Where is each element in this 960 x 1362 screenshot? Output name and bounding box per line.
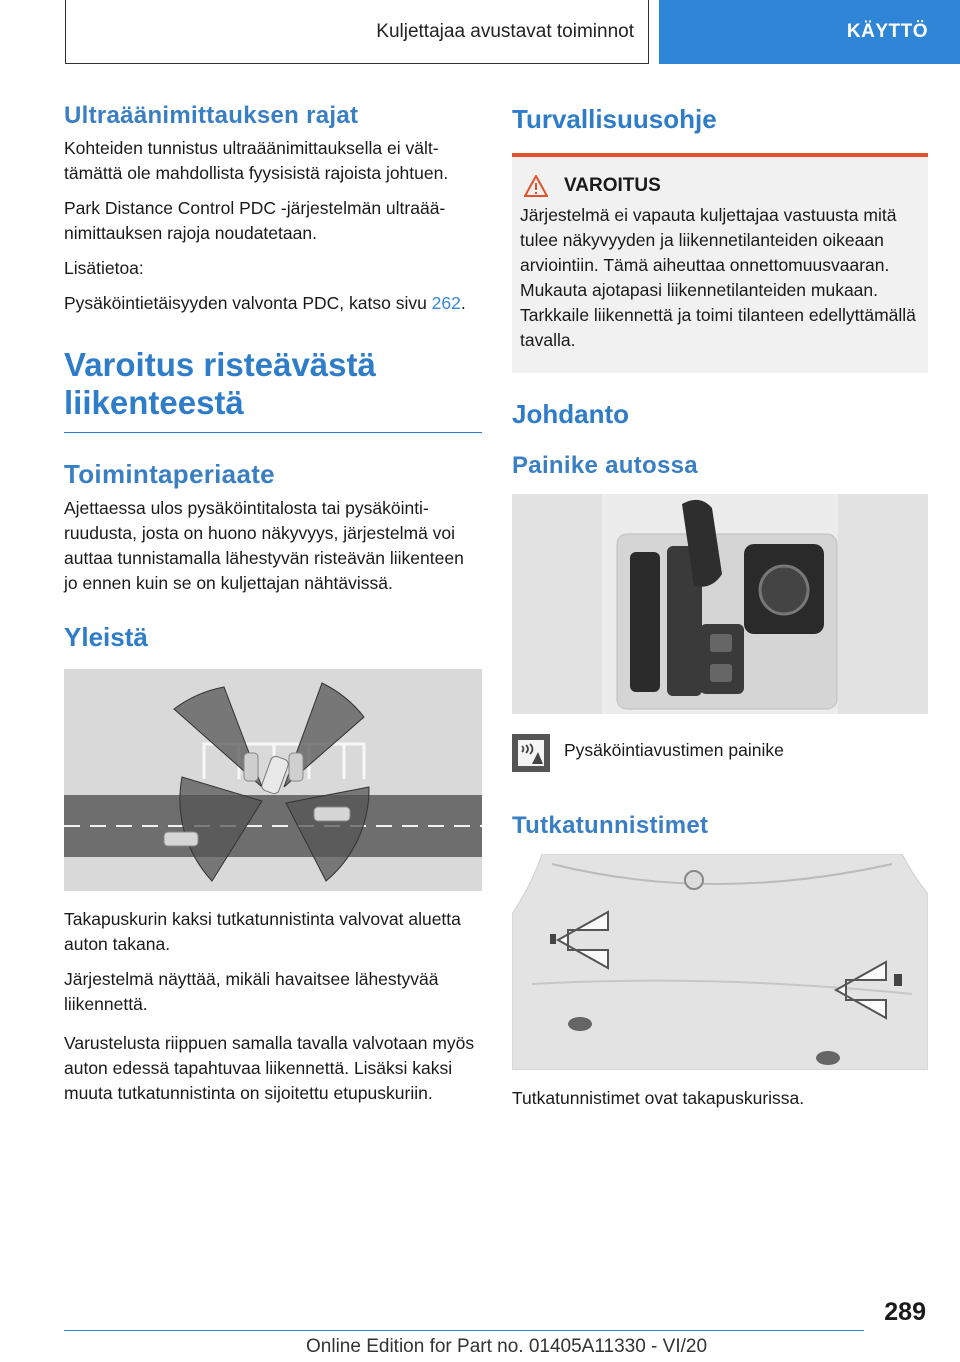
warning-box [512,153,928,373]
warning-text: Järjestelmä ei vapauta kuljettajaa vastuusta mitä tulee näkyvyyden ja liikennetilanteiden oikeaan arviointiin. Tämä aiheuttaa onnettomuusvaaran. Mukauta ajotapasi liikennetilanteiden mukaan. Tarkkaile liikennettä ja toimi tilanteen edellyttämällä tavalla. [520,205,916,350]
general-paragraph-2: Järjestelmä näyttää, mikäli havaitsee lähestyvää liikennettä. [64,969,439,1014]
rear-bumper-illustration [512,854,928,1070]
ultrasound-paragraph-4 [64,291,482,316]
button-caption: Pysäköintiavustimen painike [564,740,784,760]
header-section-tab [65,0,649,64]
sensors-caption: Tutkatunnistimet ovat takapuskurissa. [512,1088,805,1108]
header-chapter-tab [659,0,960,64]
warning-title-row [520,175,918,197]
heading-rule [64,432,482,433]
parking-assist-button-icon [512,734,550,772]
center-console-illustration [512,494,928,714]
header-chapter-title: KÄYTTÖ [846,21,928,42]
warning-title: VAROITUS [564,175,661,196]
button-caption-row [512,734,928,772]
left-column [64,100,482,1116]
general-paragraph-1: Takapuskurin kaksi tutkatunnistinta valvovat aluetta auton takana. [64,909,461,954]
page-reference-link[interactable]: 262 [431,293,461,313]
right-column [512,100,928,1121]
cross-traffic-illustration [64,669,482,891]
header-section-title: Kuljettajaa avustavat toiminnot [376,20,634,42]
reference-end: . [460,293,466,313]
rear-bumper-photo [512,854,928,1070]
safety-heading: Turvallisuusohje [512,104,717,134]
ultrasound-paragraph-2: Park Distance Control PDC -järjestelmän ultraäänimittauksen rajoja noudatetaan. [64,198,446,243]
ultrasound-paragraph-1: Kohteiden tunnistus ultraäänimittauksella ei välttämättä ole mahdollista fyysisistä rajoista johtuen. [64,138,449,183]
button-heading: Painike autossa [512,452,698,479]
reference-text: Pysäköintietäisyyden valvonta PDC, katso sivu [64,293,432,313]
general-heading: Yleistä [64,622,148,652]
sensors-heading: Tutkatunnistimet [512,812,709,839]
footer-edition: Online Edition for Part no. 01405A11330 - VI/20 [306,1336,708,1357]
principle-heading: Toimintaperiaate [64,459,275,489]
console-button-photo [512,494,928,714]
general-paragraph-3: Varustelusta riippuen samalla tavalla valvotaan myös auton edessä tapahtuvaa liikennettä. Lisäksi kaksi muuta tutkatunnistinta on sijoitettu etupuskuriin. [64,1033,475,1103]
cross-traffic-heading: Varoitus risteävästä liikenteestä [64,346,376,421]
pdc-waves-icon [516,738,546,768]
intro-heading: Johdanto [512,399,629,429]
ultrasound-paragraph-3: Lisätietoa: [64,258,144,278]
ultrasound-limits-heading: Ultraäänimittauksen rajat [64,102,359,129]
warning-triangle-icon [524,175,548,197]
footer-rule [64,1330,864,1331]
page-number: 289 [884,1298,926,1326]
principle-paragraph: Ajettaessa ulos pysäköintitalosta tai pysäköintiruudusta, josta on huono näkyvyys, järjestelmä voi auttaa tunnistamalla lähestyvän risteävän liikenteen jo ennen kuin se on kuljettajan nähtävissä. [64,498,464,593]
cross-traffic-diagram [64,669,482,891]
